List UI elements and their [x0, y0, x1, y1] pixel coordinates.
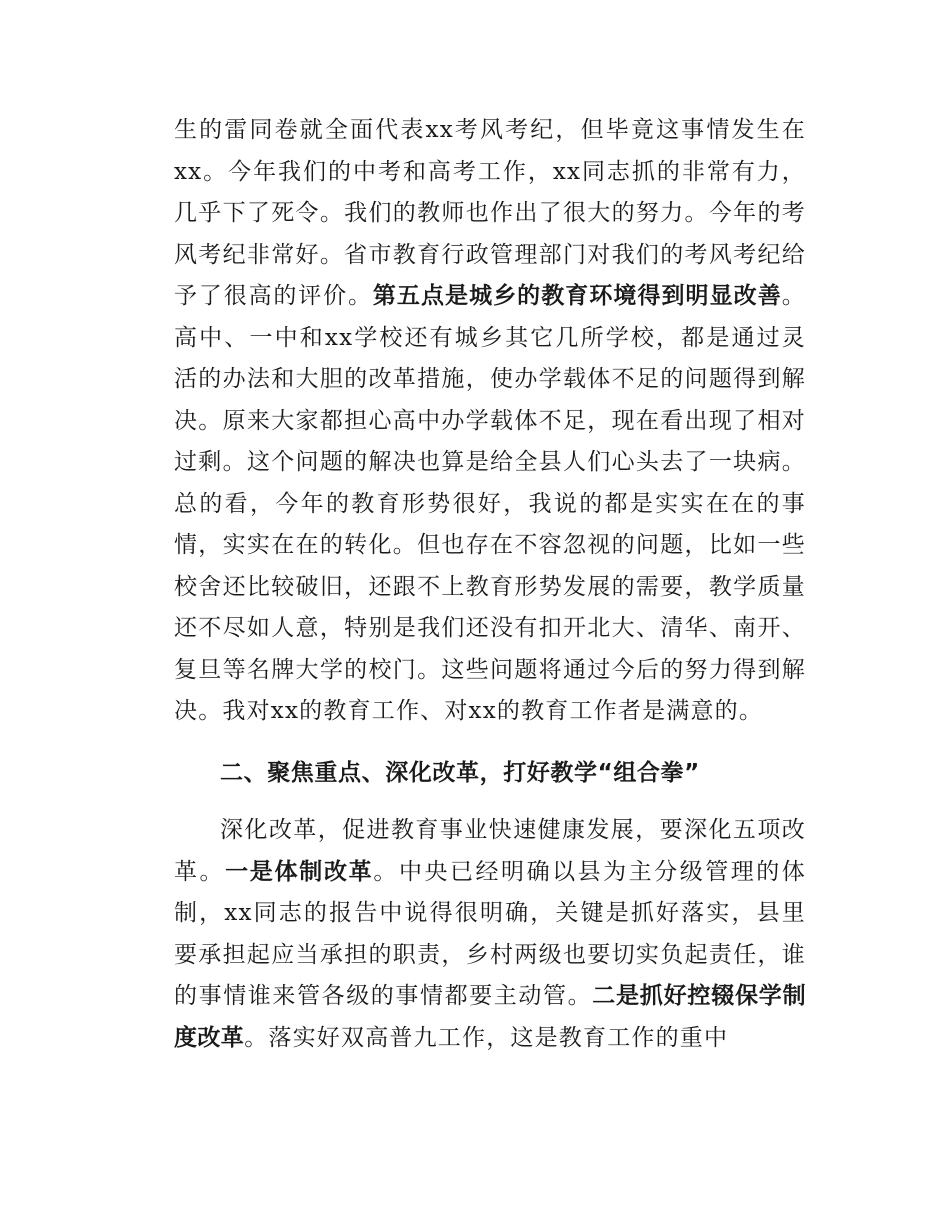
paragraph-text: 。高中、一中和xx学校还有城乡其它几所学校，都是通过灵活的办法和大胆的改革措施，使办学载体不足的问题得到解决。原来大家都担心高中办学载体不足，现在看出现了相对过剩。这个问题的解决也算是给全县人们心头去了一块病。总的看，今年的教育形势很好，我说的都是实实在在的事情，实实在在的转化。但也存在不容忽视的问题，比如一些校舍还比较破旧，还跟不上教育形势发展的需要，教学质量还不尽如人意，特别是我们还没有扣开北大、清华、南开、复旦等名牌大学的校门。这些问题将通过今后的努力得到解决。我对xx的教育工作、对xx的教育工作者是满意的。: [174, 283, 806, 724]
paragraph-text: 深化改革，促进教育事业快速健康发展，要深化五项改革。: [174, 817, 806, 885]
bold-reform-one: 一是体制改革: [225, 858, 374, 885]
bold-reform-two: 二是抓好控辍保学制度改革: [174, 983, 806, 1051]
paragraph-text: 生的雷同卷就全面代表xx考风考纪，但毕竟这事情发生在xx。今年我们的中考和高考工作，xx同志抓的非常有力，几乎下了死令。我们的教师也作出了很大的努力。今年的考风考纪非常好。省市教育行政管理部门对我们的考风考纪给予了很高的评价。: [174, 117, 806, 309]
bold-point-five: 第五点是城乡的教育环境得到明显改善: [372, 283, 782, 309]
paragraph-continued: [174, 110, 806, 733]
paragraph-reform: [174, 810, 806, 1059]
document-page: [174, 110, 806, 1059]
paragraph-text: 。落实好双高普九工作，这是教育工作的重中: [244, 1024, 729, 1051]
paragraph-text: 。中央已经明确以县为主分级管理的体制，xx同志的报告中说得很明确，关键是抓好落实，县里要承担起应当承担的职责，乡村两级也要切实负起责任，谁的事情谁来管各级的事情都要主动管。: [174, 858, 807, 1009]
section-heading-2: 二、聚焦重点、深化改革，打好教学“组合拳”: [220, 759, 700, 786]
